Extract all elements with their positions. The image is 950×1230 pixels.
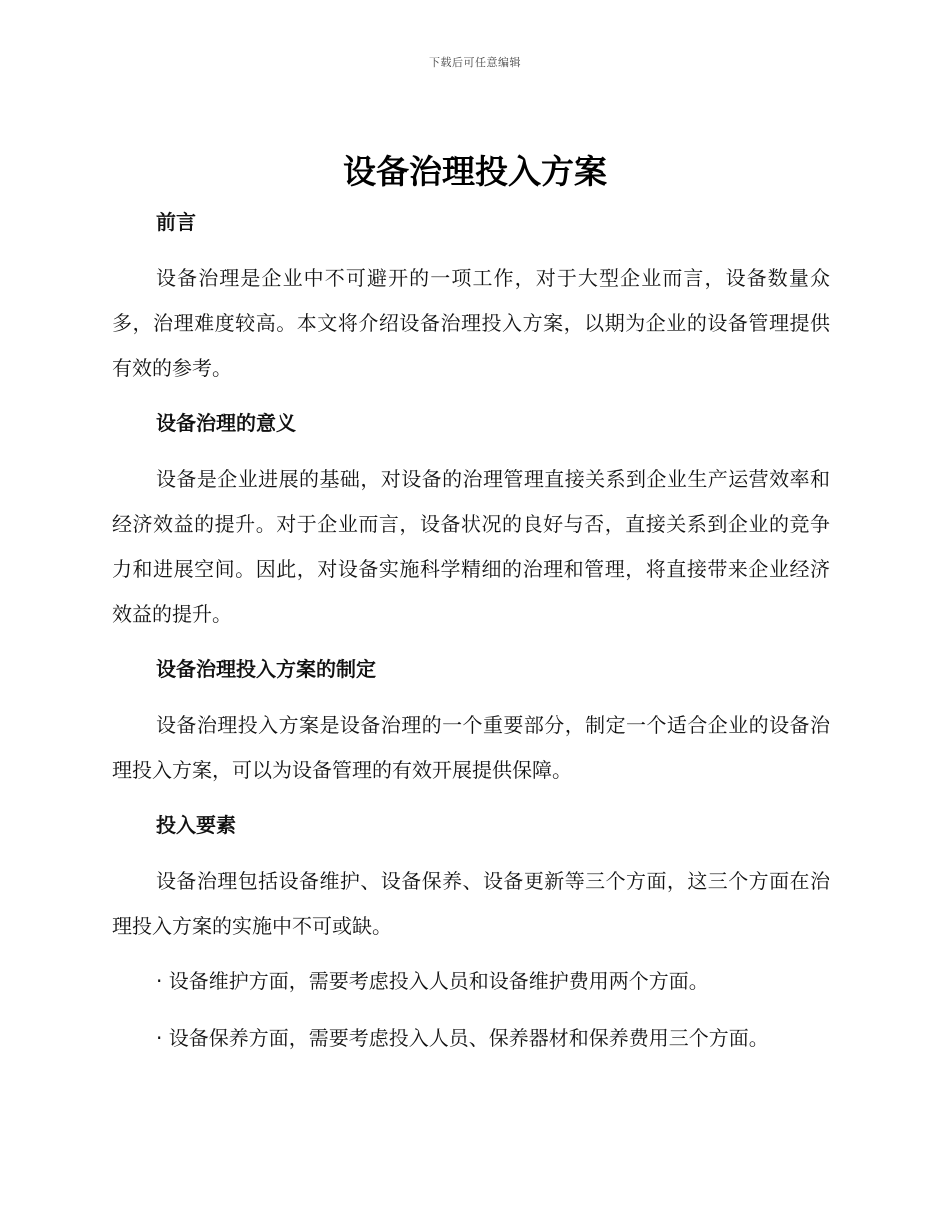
document-body	[112, 200, 830, 1073]
section-heading-preface: 前言	[156, 210, 196, 234]
section-paragraph-significance: 设备是企业进展的基础，对设备的治理管理直接关系到企业生产运营效率和经济效益的提升。对于企业而言，设备状况的良好与否，直接关系到企业的竞争力和进展空间。因此，对设备实施科学精细的治理和管理，将直接带来企业经济效益的提升。	[112, 467, 830, 626]
document-title: 设备治理投入方案	[343, 152, 607, 191]
header-note: 下载后可任意编辑	[429, 56, 521, 69]
section-paragraph-plan-formulation: 设备治理投入方案是设备治理的一个重要部分，制定一个适合企业的设备治理投入方案，可以为设备管理的有效开展提供保障。	[112, 713, 830, 782]
section-heading-input-elements: 投入要素	[156, 813, 236, 837]
section-heading-significance: 设备治理的意义	[156, 411, 296, 435]
bullet-item-upkeep: · 设备保养方面，需要考虑投入人员、保养器材和保养费用三个方面。	[156, 1026, 769, 1050]
section-paragraph-input-elements: 设备治理包括设备维护、设备保养、设备更新等三个方面，这三个方面在治理投入方案的实施中不可或缺。	[112, 869, 830, 938]
bullet-item-maintenance: · 设备维护方面，需要考虑投入人员和设备维护费用两个方面。	[156, 969, 709, 993]
section-paragraph-preface: 设备治理是企业中不可避开的一项工作，对于大型企业而言，设备数量众多，治理难度较高。本文将介绍设备治理投入方案，以期为企业的设备管理提供有效的参考。	[112, 266, 830, 380]
section-heading-plan-formulation: 设备治理投入方案的制定	[156, 657, 376, 681]
